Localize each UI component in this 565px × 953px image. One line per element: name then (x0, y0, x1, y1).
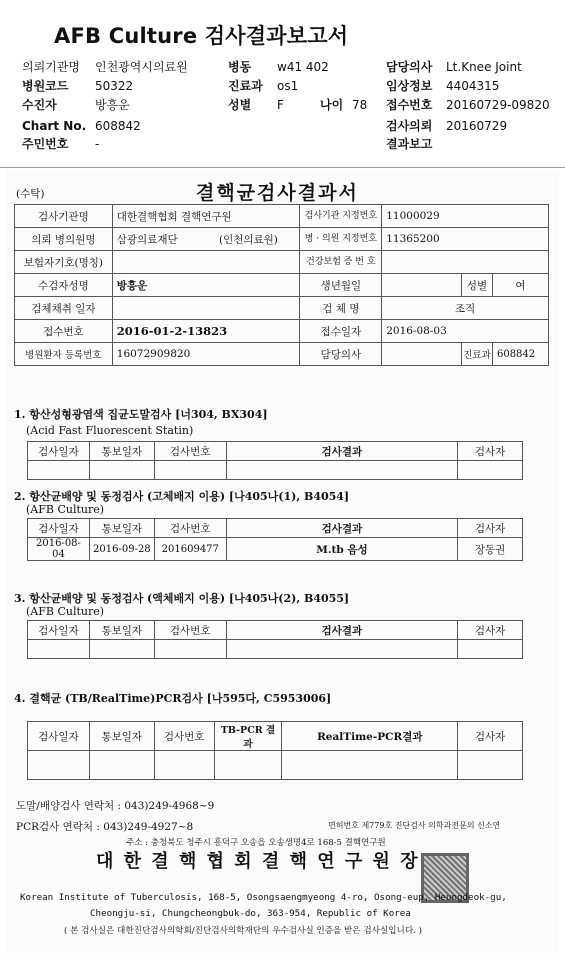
meta-hospital-no-label: 병 · 의원 지정번호 (300, 228, 382, 251)
value-request-date: 20160729 (446, 119, 508, 133)
meta-dept-value: 608842 (492, 343, 548, 366)
table-row (28, 751, 523, 780)
table-header-row (28, 621, 523, 640)
value-department: os1 (277, 79, 299, 93)
table-header-row (28, 442, 523, 461)
value-receipt-no: 20160729-09820 (446, 98, 550, 112)
section-2-table (27, 518, 523, 561)
receipt-tag: (수탁) (16, 188, 45, 200)
col-tb-pcr-result: TB-PCR 결과 (214, 722, 282, 751)
cell-test-result: M.tb 음성 (226, 538, 457, 561)
col-test-no: 검사번호 (154, 442, 226, 461)
cell-tester (458, 751, 523, 780)
label-patient: 수진자 (22, 98, 57, 112)
patient-meta-table (14, 204, 549, 366)
meta-reg-label: 병원환자 등록번호 (15, 343, 113, 366)
col-notify-date: 통보일자 (89, 722, 154, 751)
col-test-result: 검사결과 (226, 519, 457, 538)
cell-test-result (226, 640, 457, 659)
meta-row-registration (15, 343, 549, 366)
meta-insurance-value (112, 251, 300, 274)
col-notify-date: 통보일자 (89, 621, 154, 640)
meta-insurance-label: 보험자기호(명칭) (15, 251, 113, 274)
section-4-heading: 4. 결핵균 (TB/RealTime)PCR검사 [나595다, C5953006] (14, 692, 332, 705)
col-test-result: 검사결과 (226, 442, 457, 461)
label-resident-no: 주민번호 (22, 137, 69, 151)
col-tester: 검사자 (458, 442, 523, 461)
cell-realtime-pcr-result (282, 751, 458, 780)
footer-address-en-2: Cheongju-si, Chungcheongbuk-do, 363-954, Republic of Korea (90, 908, 411, 919)
label-doctor: 담당의사 (386, 60, 433, 74)
meta-patient-value: 방흥운 (112, 274, 300, 297)
meta-hospital-no-value: 11365200 (382, 228, 549, 251)
col-test-date: 검사일자 (28, 519, 90, 538)
col-test-date: 검사일자 (28, 442, 90, 461)
meta-doctor-value (382, 343, 462, 366)
value-agency: 인천광역시의료원 (95, 60, 188, 74)
meta-sex-value: 여 (492, 274, 548, 297)
cell-test-no (154, 751, 214, 780)
label-result-report: 결과보고 (386, 137, 433, 151)
footer-org-name: 대 한 결 핵 협 회 결 핵 연 구 원 장 (96, 851, 420, 872)
meta-row-agency (15, 205, 549, 228)
table-row (28, 640, 523, 659)
col-notify-date: 통보일자 (89, 442, 154, 461)
label-agency: 의뢰기관명 (22, 60, 80, 74)
value-age: 78 (352, 98, 368, 112)
meta-receipt-date-label: 접수일자 (300, 320, 382, 343)
value-sex: F (277, 98, 284, 112)
footer-cert-note: ( 본 검사실은 대한진단검사의학회/진단검사의학재단의 우수검사실 인증을 받은 검사실입니다. ) (64, 926, 422, 936)
col-test-date: 검사일자 (28, 621, 90, 640)
footer-address-en-1: Korean Institute of Tuberculosis, 168-5, Osongsaengmyeong 4-ro, Osong-eup, Heungdeok-gu, (20, 892, 507, 903)
value-chart-no: 608842 (95, 119, 141, 133)
label-request-date: 검사의뢰 (386, 119, 433, 133)
value-ward: w41 402 (277, 60, 329, 74)
meta-agency-value: 대한결핵협회 결핵연구원 (112, 205, 300, 228)
value-hospital-code: 50322 (95, 79, 134, 93)
cell-notify-date (89, 461, 154, 480)
cell-test-no (154, 640, 226, 659)
col-notify-date: 통보일자 (89, 519, 154, 538)
meta-agency-no-label: 검사기관 지정번호 (300, 205, 382, 228)
meta-collect-value (112, 297, 300, 320)
label-age: 나이 (320, 98, 344, 112)
meta-health-label: 건강보험 증 번 호 (300, 251, 382, 274)
col-tester: 검사자 (458, 621, 523, 640)
footer-contact-smear: 도말/배양검사 연락처 : 043)249-4968~9 (16, 800, 215, 812)
meta-doctor-label: 담당의사 (300, 343, 382, 366)
cell-test-date: 2016-08-04 (28, 538, 90, 561)
cell-test-date (28, 461, 90, 480)
cell-test-no (154, 461, 226, 480)
meta-receipt-date-value: 2016-08-03 (382, 320, 549, 343)
meta-receipt-no-label: 접수번호 (15, 320, 113, 343)
cell-test-date (28, 751, 90, 780)
meta-row-insurance (15, 251, 549, 274)
cell-tester: 장동권 (458, 538, 523, 561)
label-department: 진료과 (228, 79, 263, 93)
meta-hospital-value: 삼광의료재단 (116, 233, 178, 246)
col-test-no: 검사번호 (154, 519, 226, 538)
meta-row-receipt (15, 320, 549, 343)
section-3-sub: (AFB Culture) (26, 605, 105, 618)
meta-collect-label: 검체채취 일자 (15, 297, 113, 320)
meta-agency-label: 검사기관명 (15, 205, 113, 228)
cell-tb-pcr-result (214, 751, 282, 780)
col-realtime-pcr-result: RealTime-PCR결과 (282, 722, 458, 751)
label-clinical-info: 임상정보 (386, 79, 433, 93)
meta-reg-value: 16072909820 (112, 343, 300, 366)
section-4-table (27, 721, 523, 780)
meta-specimen-value: 조직 (382, 297, 549, 320)
label-chart-no: Chart No. (22, 119, 87, 133)
meta-hospital-cell (112, 228, 300, 251)
meta-dept-label: 진료과 (462, 343, 493, 366)
meta-row-hospital (15, 228, 549, 251)
label-hospital-code: 병원코드 (22, 79, 69, 93)
meta-hospital-note: (인천의료원) (218, 233, 278, 246)
header-divider (0, 167, 565, 168)
meta-birth-label: 생년월일 (300, 274, 382, 297)
section-1-sub: (Acid Fast Fluorescent Statin) (26, 424, 194, 437)
cell-notify-date: 2016-09-28 (89, 538, 154, 561)
section-1-heading: 1. 항산성형광염색 집균도말검사 [너304, BX304] (14, 408, 268, 421)
table-header-row (28, 722, 523, 751)
cell-test-no: 201609477 (154, 538, 226, 561)
label-receipt-no: 접수번호 (386, 98, 433, 112)
meta-hospital-label: 의뢰 병의원명 (15, 228, 113, 251)
section-1-table (27, 441, 523, 480)
col-tester: 검사자 (458, 519, 523, 538)
col-test-no: 검사번호 (154, 722, 214, 751)
col-test-date: 검사일자 (28, 722, 90, 751)
meta-patient-label: 수검자성명 (15, 274, 113, 297)
cell-test-date (28, 640, 90, 659)
meta-sex-label: 성별 (462, 274, 493, 297)
meta-row-collect (15, 297, 549, 320)
footer-address-kr: 주소 : 충청북도 청주시 흥덕구 오송읍 오송생명4로 168-5 결핵연구원 (126, 838, 386, 848)
value-clinical-info: 4404315 (446, 79, 500, 93)
col-test-no: 검사번호 (154, 621, 226, 640)
label-ward: 병동 (228, 60, 252, 74)
scan-title: 결핵균검사결과서 (196, 182, 359, 204)
cell-test-result (226, 461, 457, 480)
footer-license: 면허번호 제779호 진단검사 의학과전문의 신소연 (328, 821, 501, 830)
section-3-table (27, 620, 523, 659)
cell-notify-date (89, 751, 154, 780)
footer-contact-pcr: PCR검사 연락처 : 043)249-4927~8 (16, 821, 194, 833)
meta-row-patient (15, 274, 549, 297)
table-row (28, 461, 523, 480)
col-tester: 검사자 (458, 722, 523, 751)
value-doctor: Lt.Knee Joint (446, 60, 522, 74)
value-resident-no: - (95, 137, 100, 151)
section-2-sub: (AFB Culture) (26, 503, 105, 516)
cell-notify-date (89, 640, 154, 659)
cell-tester (458, 461, 523, 480)
section-3-heading: 3. 항산균배양 및 동정검사 (액체배지 이용) [나405나(2), B4055] (14, 592, 350, 605)
meta-receipt-no-value: 2016-01-2-13823 (112, 320, 300, 343)
value-patient: 방흥운 (95, 98, 130, 112)
meta-agency-no-value: 11000029 (382, 205, 549, 228)
report-title: AFB Culture 검사결과보고서 (54, 24, 349, 48)
meta-birth-value (382, 274, 462, 297)
table-row (28, 538, 523, 561)
table-header-row (28, 519, 523, 538)
col-test-result: 검사결과 (226, 621, 457, 640)
meta-specimen-label: 검 체 명 (300, 297, 382, 320)
meta-health-value (382, 251, 549, 274)
label-sex: 성별 (228, 98, 252, 112)
section-2-heading: 2. 항산균배양 및 동정검사 (고체배지 이용) [나405나(1), B4054] (14, 490, 350, 503)
cell-tester (458, 640, 523, 659)
